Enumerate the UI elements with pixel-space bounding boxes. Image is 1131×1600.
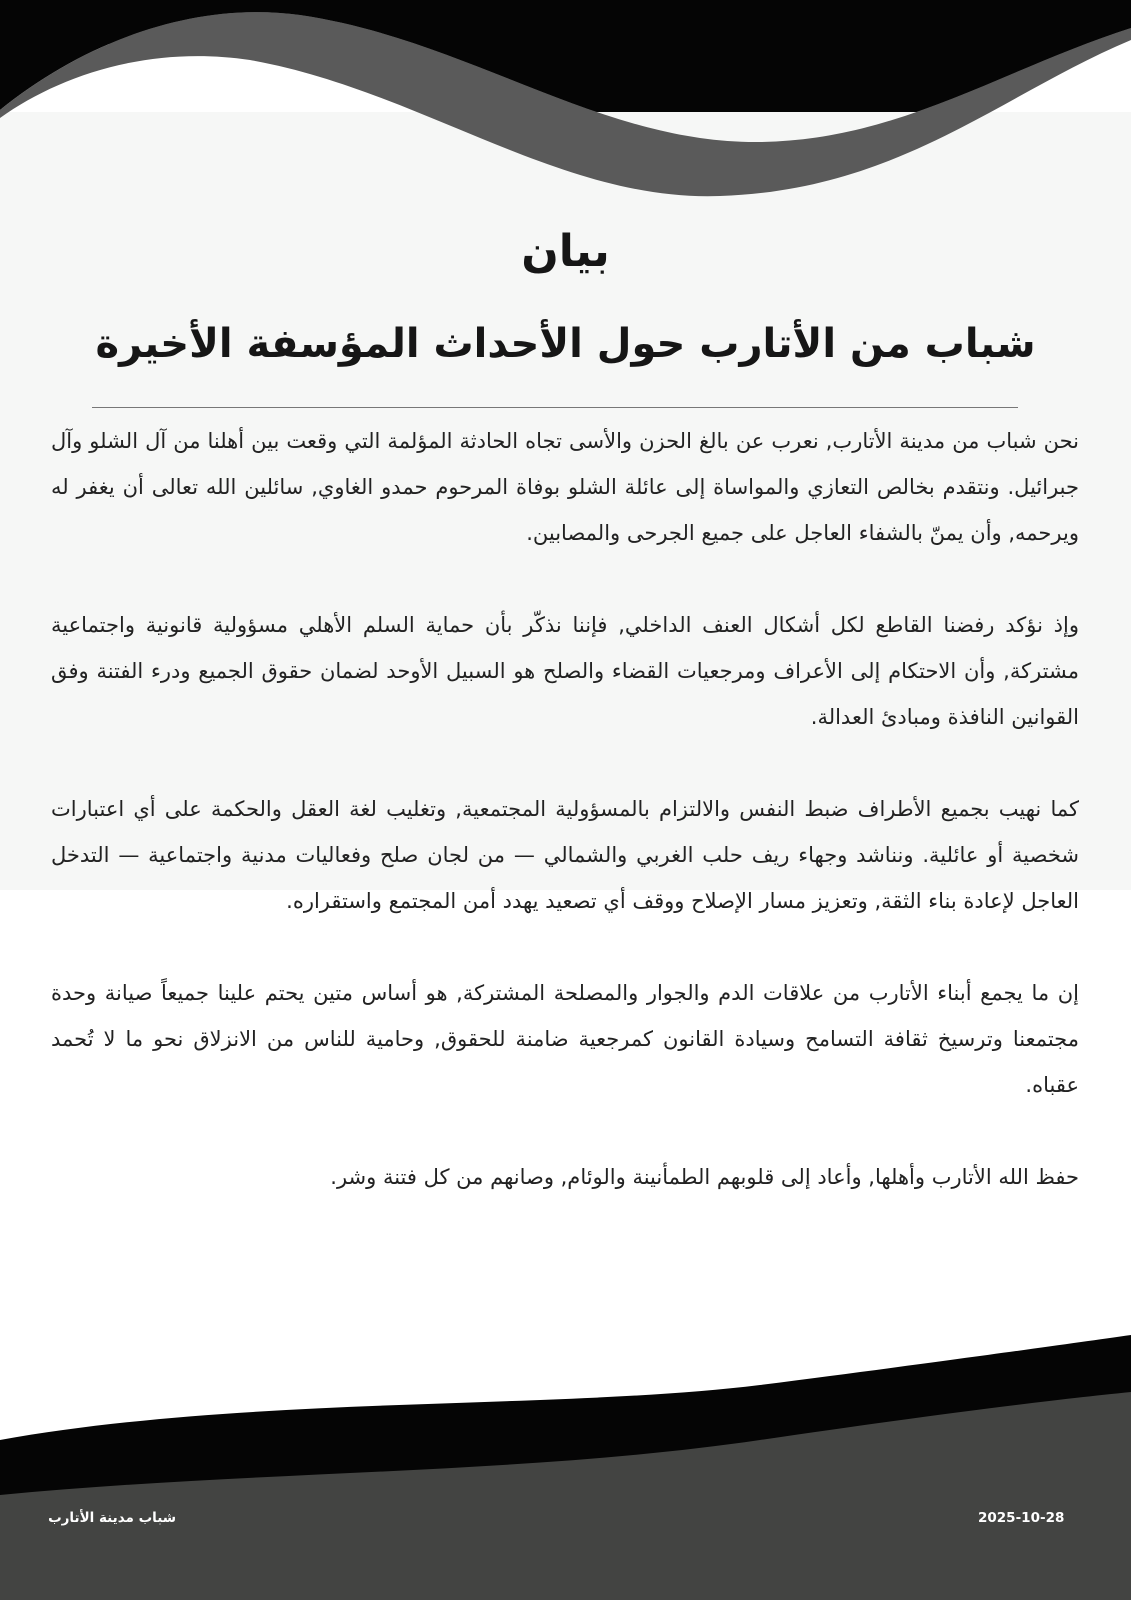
statement-body	[51, 418, 1079, 1246]
footer-date: 2025-10-28	[978, 1510, 1065, 1526]
paragraph-appeal: كما نهيب بجميع الأطراف ضبط النفس والالتزام بالمسؤولية المجتمعية, وتغليب لغة العقل والحكمة على أي اعتبارات شخصية أو عائلية. ونناشد وجهاء ريف حلب الغربي والشمالي — من لجان صلح وفعاليات مدنية واجتماعية — التدخل العاجل لإعادة بناء الثقة, وتعزيز مسار الإصلاح ووقف أي تصعيد يهدد أمن المجتمع واستقراره.	[51, 797, 1079, 913]
page-footer	[0, 1510, 1131, 1540]
statement-title: بيان	[521, 226, 610, 277]
paragraph-rejection-of-violence: وإذ نؤكد رفضنا القاطع لكل أشكال العنف الداخلي, فإننا نذكّر بأن حماية السلم الأهلي مسؤولية قانونية واجتماعية مشتركة, وأن الاحتكام إلى الأعراف ومرجعيات القضاء والصلح هو السبيل الأوحد لضمان حقوق الجميع ودرء الفتنة وفق القوانين النافذة ومبادئ العدالة.	[51, 613, 1079, 729]
paragraph-condolences: نحن شباب من مدينة الأتارب, نعرب عن بالغ الحزن والأسى تجاه الحادثة المؤلمة التي وقعت بين أهلنا من آل الشلو وآل جبرائيل. ونتقدم بخالص التعازي والمواساة إلى عائلة الشلو بوفاة المرحوم حمدو الغاوي, سائلين الله تعالى أن يغفر له ويرحمه, وأن يمنّ بالشفاء العاجل على جميع الجرحى والمصابين.	[51, 429, 1079, 545]
footer-organization: شباب مدينة الأتارب	[48, 1510, 176, 1526]
paragraph-unity: إن ما يجمع أبناء الأتارب من علاقات الدم والجوار والمصلحة المشتركة, هو أساس متين يحتم علينا جميعاً صيانة وحدة مجتمعنا وترسيخ ثقافة التسامح وسيادة القانون كمرجعية ضامنة للحقوق, وحامية للناس من الانزلاق نحو ما لا تُحمد عقباه.	[51, 981, 1079, 1097]
paragraph-closing-prayer: حفظ الله الأتارب وأهلها, وأعاد إلى قلوبهم الطمأنينة والوئام, وصانهم من كل فتنة وشر.	[330, 1165, 1079, 1189]
header-divider	[92, 407, 1018, 408]
statement-header	[0, 224, 1131, 370]
statement-subtitle: شباب من الأتارب حول الأحداث المؤسفة الأخيرة	[95, 321, 1036, 367]
